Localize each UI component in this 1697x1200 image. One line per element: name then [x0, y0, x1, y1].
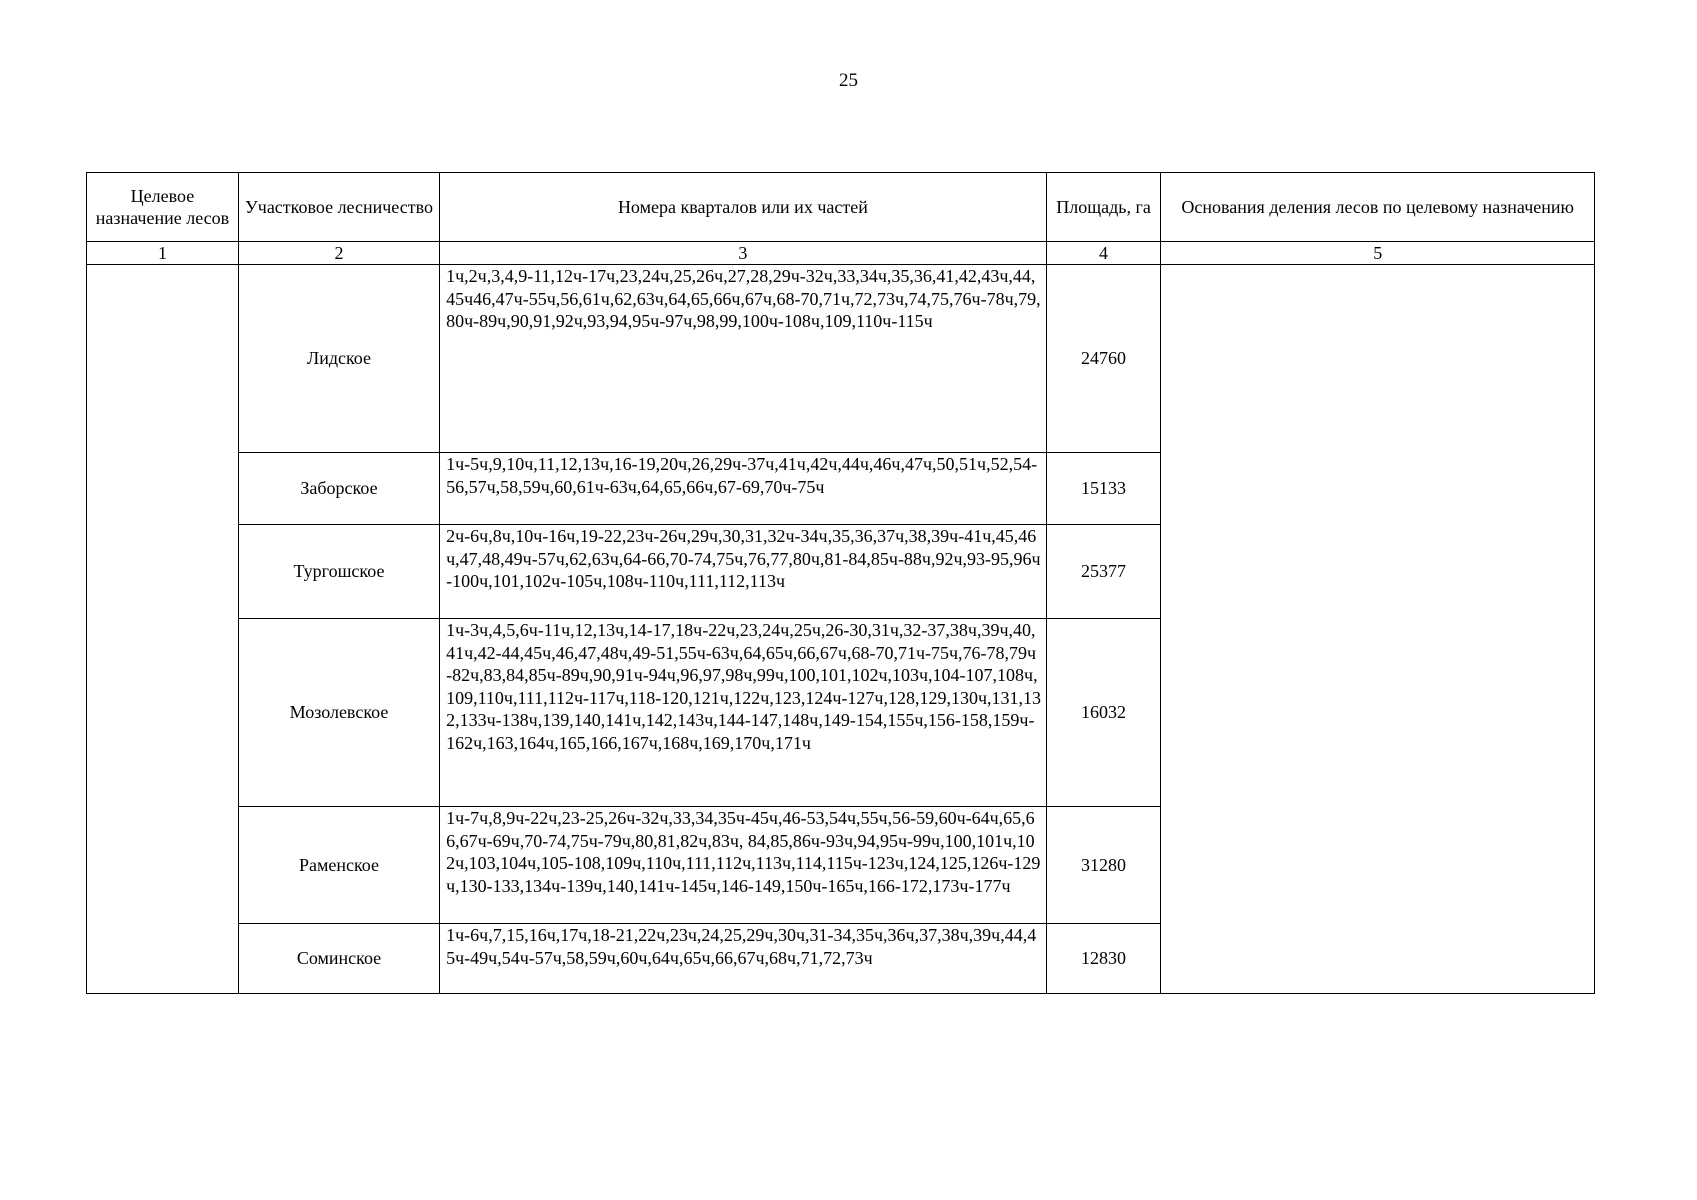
header-area: Площадь, га: [1046, 173, 1161, 242]
table-header-row: [87, 173, 1595, 242]
page-number: 25: [839, 70, 858, 91]
forestry-cell: Раменское: [238, 807, 439, 924]
forest-division-table: [86, 172, 1595, 994]
header-basis: Основания деления лесов по целевому назначению: [1161, 173, 1595, 242]
column-number: 1: [87, 242, 239, 265]
header-quarters: Номера кварталов или их частей: [440, 173, 1047, 242]
column-number: 3: [440, 242, 1047, 265]
column-numbers-row: [87, 242, 1595, 265]
forestry-cell: Тургошское: [238, 525, 439, 619]
area-cell: 15133: [1046, 453, 1161, 525]
forestry-cell: Мозолевское: [238, 619, 439, 807]
header-forestry: Участковое лесничество: [238, 173, 439, 242]
quarters-cell: 1ч-7ч,8,9ч-22ч,23-25,26ч-32ч,33,34,35ч-45ч,46-53,54ч,55ч,56-59,60ч-64ч,65,66,67ч-69ч,70-74,75ч-79ч,80,81,82ч,83ч, 84,85,86ч-93ч,94,95ч-99ч,100,101ч,102ч,103,104ч,105-108,109ч,110ч,111,112ч,113ч,114,115ч-123ч,124,125,126ч-129ч,130-133,134ч-139ч,140,141ч-145ч,146-149,150ч-165ч,166-172,173ч-177ч: [440, 807, 1047, 924]
header-purpose: Целевое назначение лесов: [87, 173, 239, 242]
forestry-cell: Соминское: [238, 924, 439, 994]
area-cell: 31280: [1046, 807, 1161, 924]
quarters-cell: 1ч-6ч,7,15,16ч,17ч,18-21,22ч,23ч,24,25,29ч,30ч,31-34,35ч,36ч,37,38ч,39ч,44,45ч-49ч,54ч-57ч,58,59ч,60ч,64ч,65ч,66,67ч,68ч,71,72,73ч: [440, 924, 1047, 994]
column-number: 2: [238, 242, 439, 265]
forestry-cell: Лидское: [238, 265, 439, 453]
basis-cell: [1161, 265, 1595, 994]
quarters-cell: 1ч-5ч,9,10ч,11,12,13ч,16-19,20ч,26,29ч-37ч,41ч,42ч,44ч,46ч,47ч,50,51ч,52,54-56,57ч,58,59ч,60,61ч-63ч,64,65,66ч,67-69,70ч-75ч: [440, 453, 1047, 525]
quarters-cell: 1ч-3ч,4,5,6ч-11ч,12,13ч,14-17,18ч-22ч,23,24ч,25ч,26-30,31ч,32-37,38ч,39ч,40,41ч,42-44,45ч,46,47,48ч,49-51,55ч-63ч,64,65ч,66,67ч,68-70,71ч-75ч,76-78,79ч-82ч,83,84,85ч-89ч,90,91ч-94ч,96,97,98ч,99ч,100,101,102ч,103ч,104-107,108ч,109,110ч,111,112ч-117ч,118-120,121ч,122ч,123,124ч-127ч,128,129,130ч,131,132,133ч-138ч,139,140,141ч,142,143ч,144-147,148ч,149-154,155ч,156-158,159ч-162ч,163,164ч,165,166,167ч,168ч,169,170ч,171ч: [440, 619, 1047, 807]
column-number: 4: [1046, 242, 1161, 265]
area-cell: 25377: [1046, 525, 1161, 619]
forestry-cell: Заборское: [238, 453, 439, 525]
quarters-cell: 2ч-6ч,8ч,10ч-16ч,19-22,23ч-26ч,29ч,30,31,32ч-34ч,35,36,37ч,38,39ч-41ч,45,46ч,47,48,49ч-57ч,62,63ч,64-66,70-74,75ч,76,77,80ч,81-84,85ч-88ч,92ч,93-95,96ч-100ч,101,102ч-105ч,108ч-110ч,111,112,113ч: [440, 525, 1047, 619]
purpose-cell: [87, 265, 239, 994]
table-row: [87, 265, 1595, 453]
area-cell: 24760: [1046, 265, 1161, 453]
quarters-cell: 1ч,2ч,3,4,9-11,12ч-17ч,23,24ч,25,26ч,27,28,29ч-32ч,33,34ч,35,36,41,42,43ч,44,45ч46,47ч-55ч,56,61ч,62,63ч,64,65,66ч,67ч,68-70,71ч,72,73ч,74,75,76ч-78ч,79,80ч-89ч,90,91,92ч,93,94,95ч-97ч,98,99,100ч-108ч,109,110ч-115ч: [440, 265, 1047, 453]
column-number: 5: [1161, 242, 1595, 265]
area-cell: 16032: [1046, 619, 1161, 807]
area-cell: 12830: [1046, 924, 1161, 994]
